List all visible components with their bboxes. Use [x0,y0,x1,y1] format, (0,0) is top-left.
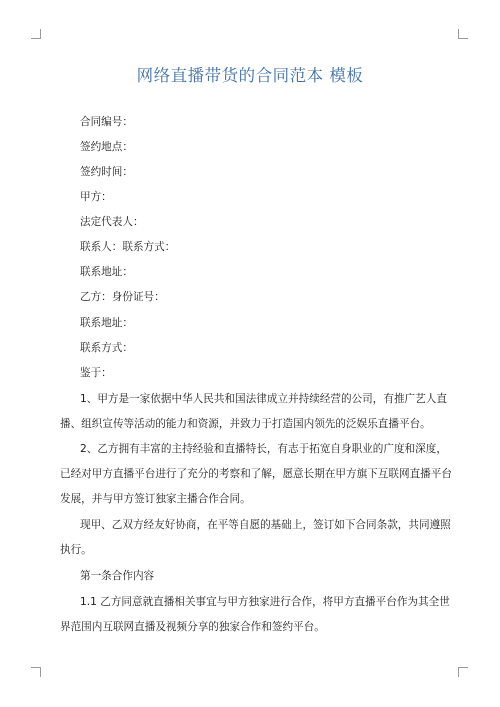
paragraph-1-line: 播、组织宣传等活动的能力和资源，并致力于打造国内领先的泛娱乐直播平台。 [60,418,431,430]
section-heading: 第一条合作内容 [80,570,155,582]
field-party-b: 乙方：身份证号： [80,291,165,303]
crop-mark-top-left [31,29,41,39]
field-signing-place: 签约地点： [80,141,133,153]
paragraph-4-line: 1.1 乙方同意就直播相关事宜与甲方独家进行合作，将甲方直播平台作为其全世 [80,596,450,608]
crop-mark-bottom-right [458,667,468,677]
field-address-a: 联系地址： [80,266,133,278]
paragraph-3-line: 现甲、乙双方经友好协商，在平等自愿的基础上，签订如下合同条款，共同遵照 [80,519,451,531]
field-signing-time: 签约时间： [80,166,133,178]
crop-mark-bottom-left [31,667,41,677]
field-whereas: 鉴于： [80,367,112,379]
paragraph-4-line: 界范围内互联网直播及视频分享的独家合作和签约平台。 [60,621,325,633]
crop-mark-top-right [458,29,468,39]
paragraph-1-line: 1、甲方是一家依据中华人民共和国法律成立并持续经营的公司，有推广艺人直 [80,393,447,405]
field-address-b: 联系地址： [80,317,133,329]
paragraph-2-line: 2、乙方拥有丰富的主持经验和直播特长，有志于拓宽自身职业的广度和深度， [80,443,447,455]
paragraph-2-line: 已经对甲方直播平台进行了充分的考察和了解，愿意长期在甲方旗下互联网直播平台 [60,468,452,480]
document-title: 网络直播带货的合同范本 模板 [136,66,364,85]
paragraph-3-line: 执行。 [60,544,92,556]
paragraph-2-line: 发展，并与甲方签订独家主播合作合同。 [60,493,251,505]
field-contact-a: 联系人：联系方式： [80,241,176,253]
field-legal-rep: 法定代表人： [80,216,144,228]
field-party-a: 甲方： [80,191,112,203]
field-contact-b: 联系方式： [80,342,133,354]
field-contract-number: 合同编号： [80,116,133,128]
